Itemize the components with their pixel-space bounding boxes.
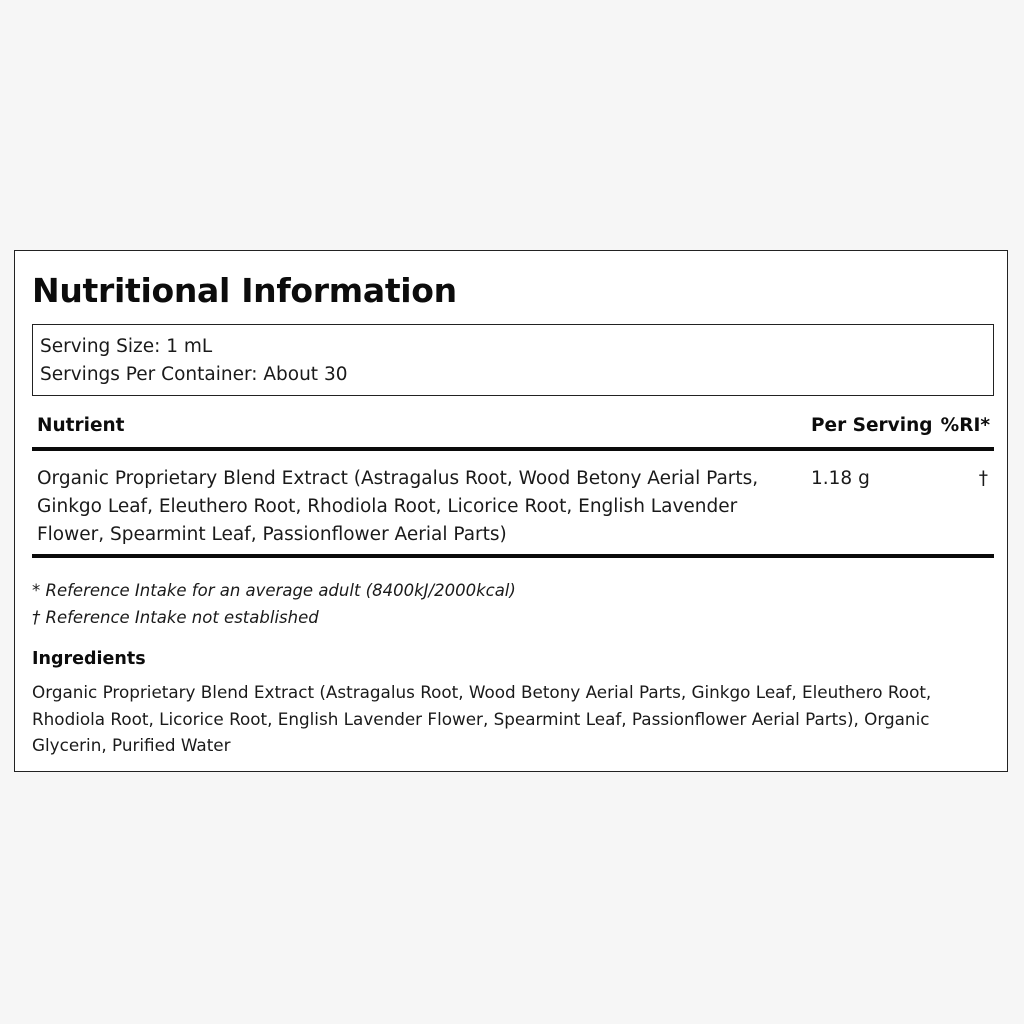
nutrient-ri: † [978,468,988,489]
nutrient-amount: 1.18 g [811,468,870,489]
footnote-reference-intake: * Reference Intake for an average adult (8400kJ/2000kcal) [32,581,516,600]
serving-info-box [32,324,994,396]
table-header [32,415,994,449]
table-bottom-divider [32,554,994,558]
table-row [32,465,994,551]
nutrition-panel [14,250,1008,772]
ingredients-text: Organic Proprietary Blend Extract (Astragalus Root, Wood Betony Aerial Parts, Ginkgo Leaf, Eleuthero Root, Rhodiola Root, Licorice Root, English Lavender Flower, Spearmint Leaf, Passionflower Aerial Parts), Organic Glycerin, Purified Water [32,682,932,755]
footnotes [32,577,516,631]
header-ri: %RI* [940,415,990,436]
ingredients-heading: Ingredients [32,649,146,669]
header-nutrient: Nutrient [37,415,125,436]
nutrient-name: Organic Proprietary Blend Extract (Astragalus Root, Wood Betony Aerial Parts, Ginkgo Leaf, Eleuthero Root, Rhodiola Root, Licorice Root, English Lavender Flower, Spearmint Leaf, Passionflower Aerial Parts) [37,468,759,545]
footnote-not-established: † Reference Intake not established [32,608,319,627]
panel-title: Nutritional Information [32,271,457,310]
serving-size: Serving Size: 1 mL [40,336,213,357]
servings-per-container: Servings Per Container: About 30 [40,364,348,385]
header-per-serving: Per Serving [811,415,933,436]
header-divider [32,447,994,451]
